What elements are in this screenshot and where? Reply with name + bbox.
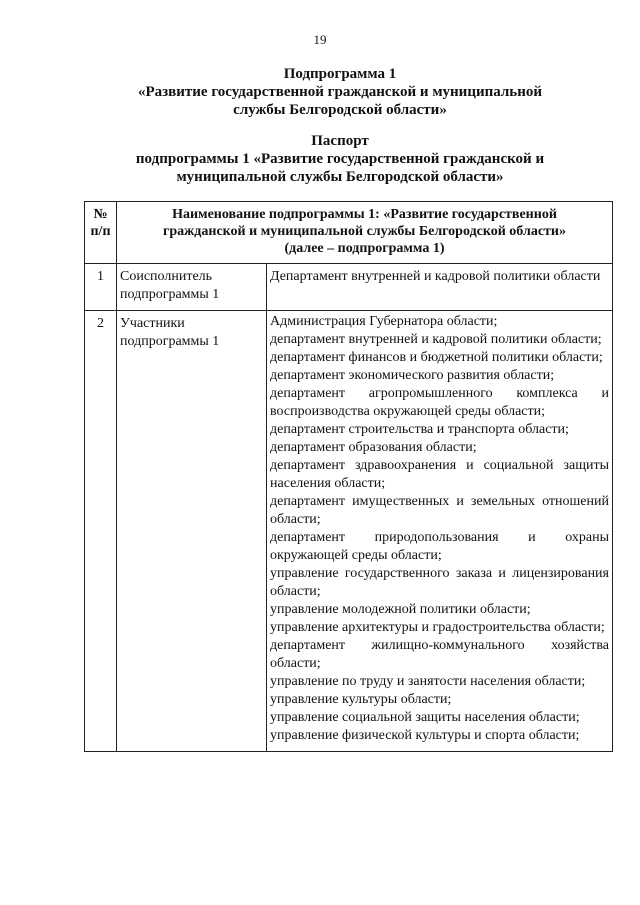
- passport-line: подпрограммы 1 «Развитие государственной гражданской и: [135, 151, 545, 167]
- header-num-line: п/п: [90, 224, 111, 239]
- passport-table: [84, 201, 613, 752]
- list-item: департамент здравоохранения и социальной защиты населения области;: [270, 458, 609, 491]
- header-title-line: гражданской и муниципальной службы Белгородской области»: [163, 224, 566, 239]
- header-num-line: №: [93, 207, 108, 222]
- list-item: департамент строительства и транспорта области;: [270, 422, 569, 437]
- list-item: департамент жилищно-коммунального хозяйства области;: [270, 638, 609, 671]
- row-label: Соисполнитель подпрограммы 1: [117, 264, 267, 311]
- list-item: управление молодежной политики области;: [270, 602, 531, 617]
- list-item: департамент финансов и бюджетной политики области;: [270, 350, 603, 365]
- row-label: Участники подпрограммы 1: [117, 311, 267, 752]
- row-number: 2: [85, 311, 117, 752]
- participants-list: [267, 311, 613, 752]
- list-item: департамент природопользования и охраны окружающей среды области;: [270, 530, 609, 563]
- header-title-line: Наименование подпрограммы 1: «Развитие государственной: [172, 207, 557, 222]
- list-item: департамент образования области;: [270, 440, 477, 455]
- title-line: Подпрограмма 1: [283, 66, 397, 82]
- list-item: департамент агропромышленного комплекса и воспроизводства окружающей среды области;: [270, 386, 609, 419]
- passport-heading: [40, 132, 640, 186]
- row-value: Департамент внутренней и кадровой политики области: [267, 264, 613, 311]
- passport-line: Паспорт: [311, 133, 369, 149]
- subprogram-title: [40, 65, 640, 119]
- header-title-cell: [117, 202, 613, 264]
- list-item: департамент имущественных и земельных отношений области;: [270, 494, 609, 527]
- passport-line: муниципальной службы Белгородской области»: [176, 169, 504, 185]
- list-item: департамент экономического развития области;: [270, 368, 555, 383]
- list-item: Администрация Губернатора области;: [270, 314, 498, 329]
- header-number-cell: [85, 202, 117, 264]
- list-item: управление культуры области;: [270, 692, 452, 707]
- page-number: 19: [313, 32, 327, 47]
- list-item: управление физической культуры и спорта области;: [270, 728, 580, 743]
- row-number: 1: [85, 264, 117, 311]
- table-row: [85, 264, 613, 311]
- table-row: [85, 311, 613, 752]
- table-header-row: [85, 202, 613, 264]
- list-item: управление по труду и занятости населения области;: [270, 674, 586, 689]
- list-item: управление государственного заказа и лицензирования области;: [270, 566, 609, 599]
- list-item: управление архитектуры и градостроительства области;: [270, 620, 605, 635]
- header-title-line: (далее – подпрограмма 1): [284, 241, 445, 256]
- list-item: департамент внутренней и кадровой политики области;: [270, 332, 602, 347]
- title-line: службы Белгородской области»: [233, 102, 447, 118]
- list-item: управление социальной защиты населения области;: [270, 710, 580, 725]
- title-line: «Развитие государственной гражданской и муниципальной: [137, 84, 543, 100]
